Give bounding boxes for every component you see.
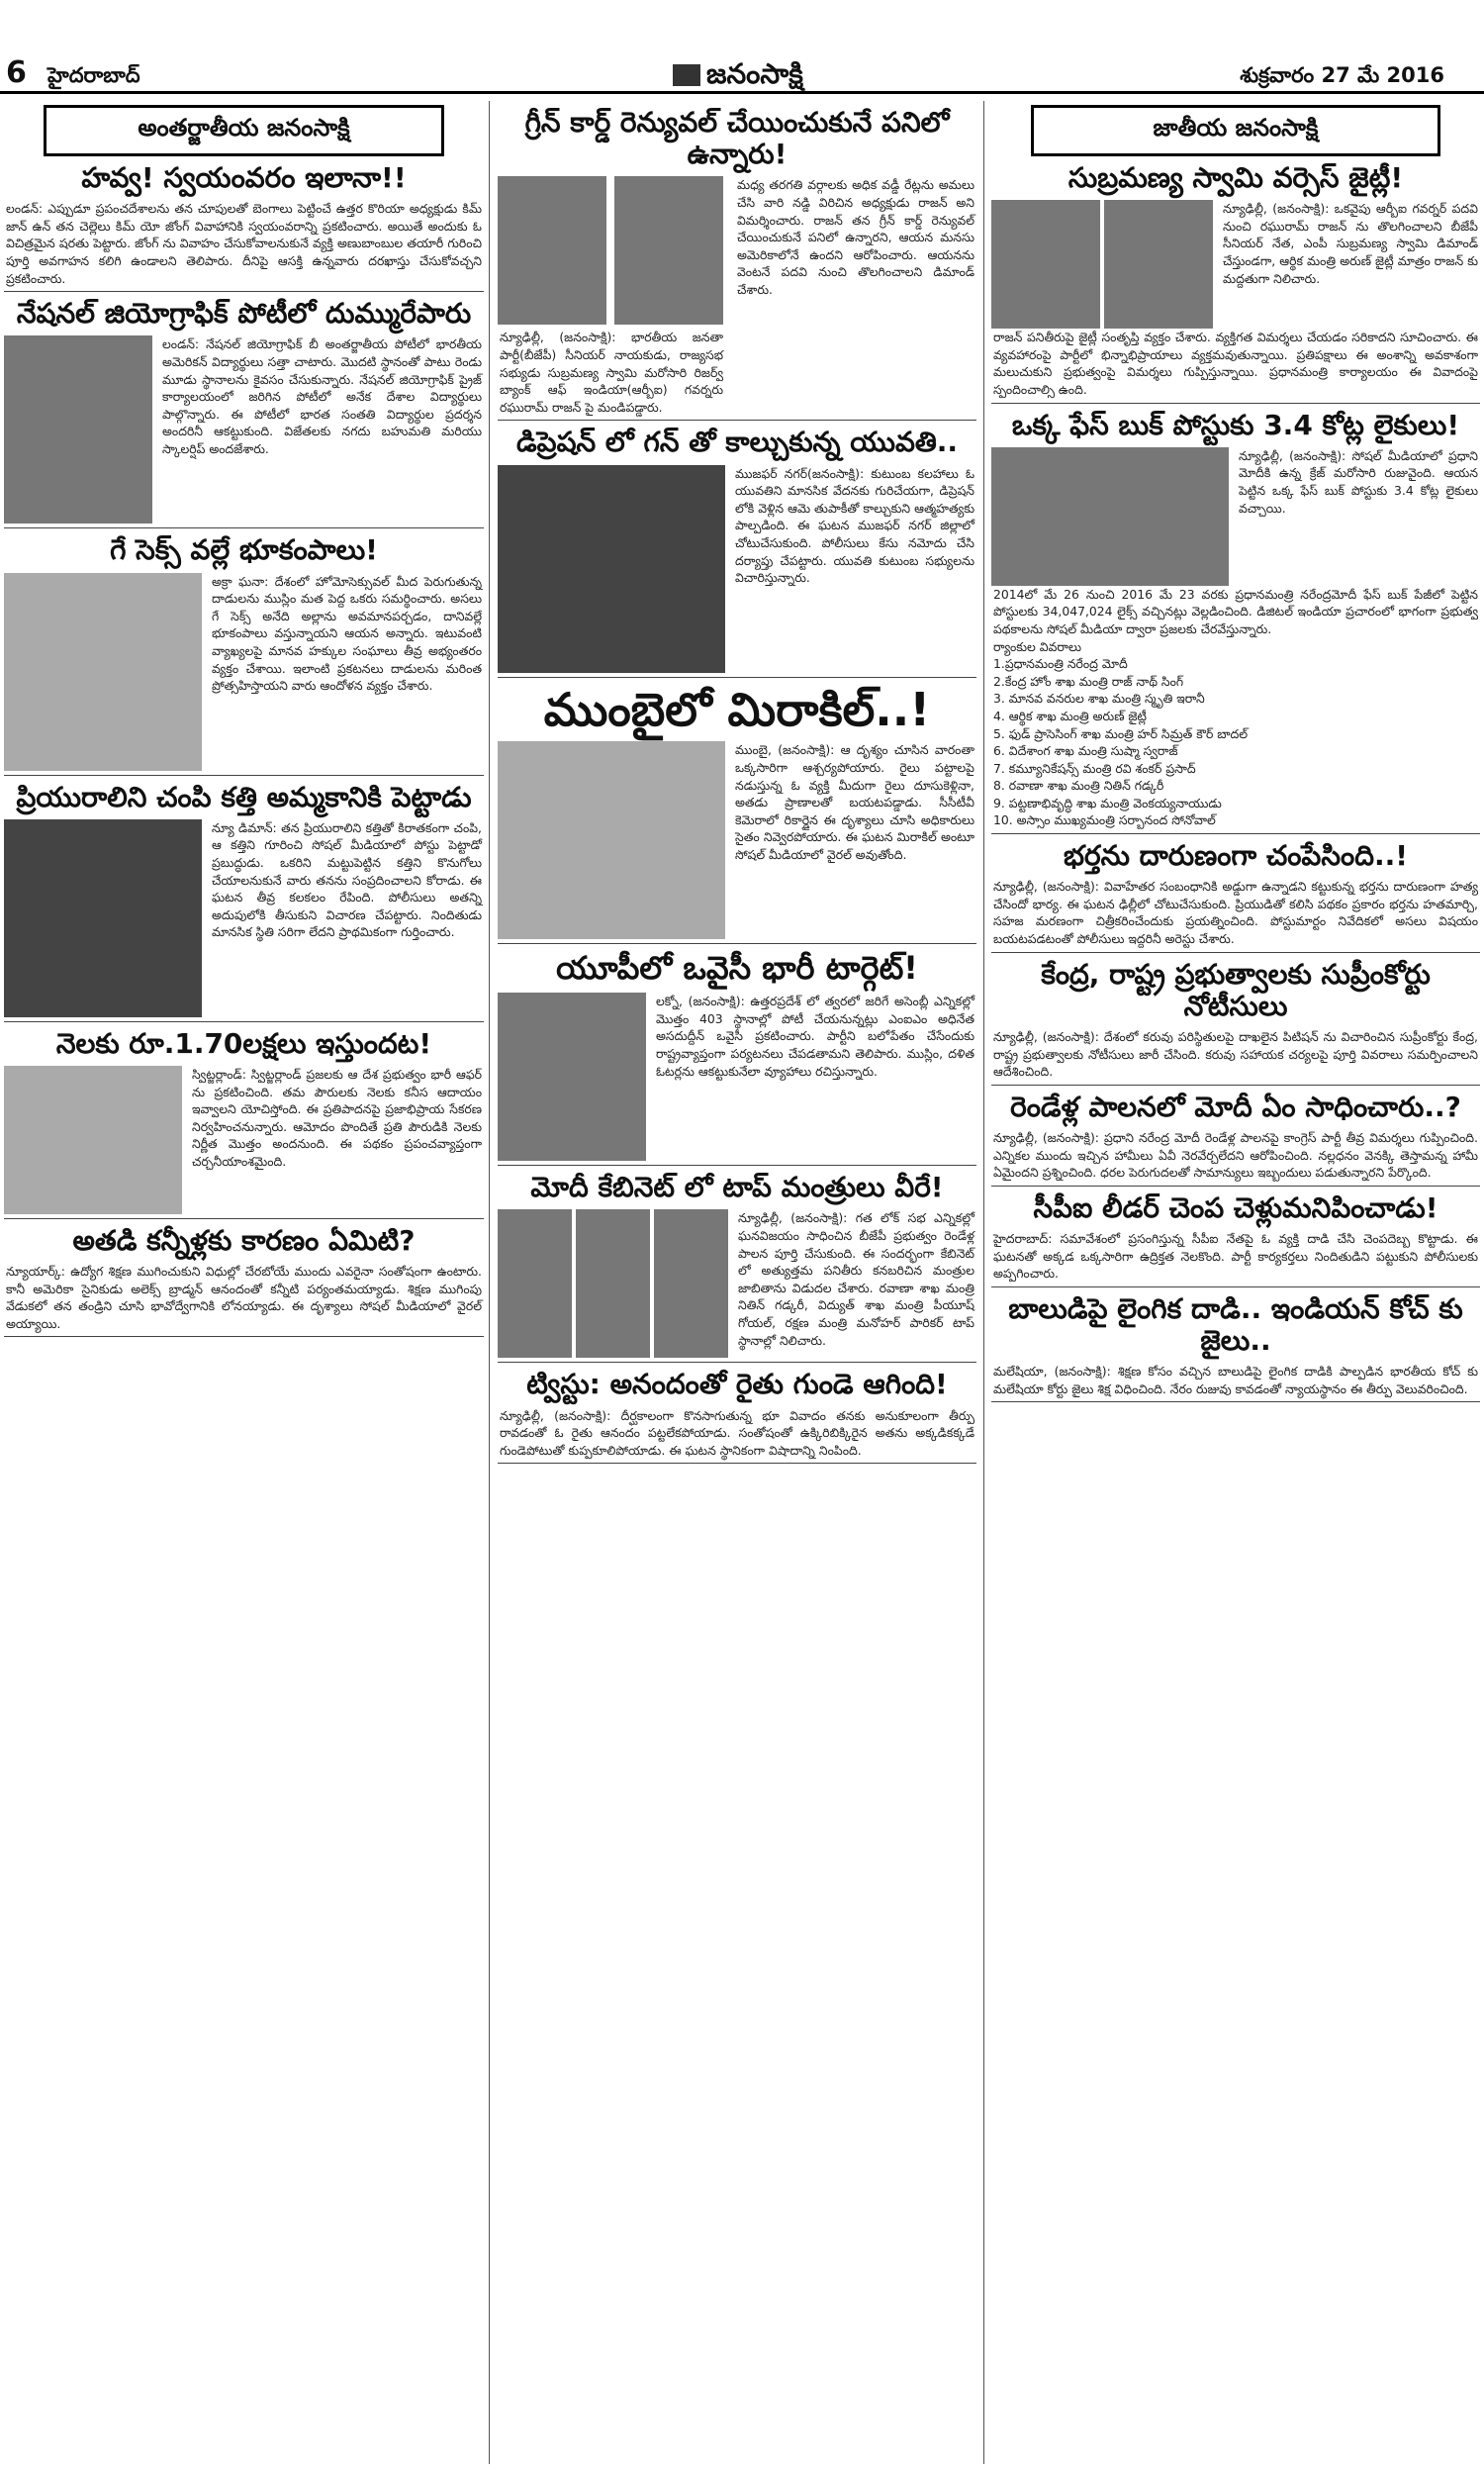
ranking-item: 5. ఫుడ్ ప్రాసెసింగ్ శాఖ మంత్రి హర్ సిమ్రత్ కౌర్ బాదల్ <box>993 725 1249 741</box>
article-modi-cabinet <box>498 1172 976 1363</box>
article-headline: మోదీ కేబినెట్ లో టాప్ మంత్రులు వీరే! <box>530 1171 944 1204</box>
ranking-item: 10. అస్సాం ముఖ్యమంత్రి సర్బానంద సోనోవాల్ <box>993 812 1216 828</box>
column-international <box>4 101 484 2466</box>
article-body: న్యూఢిల్లీ, (జనంసాక్షి): వివాహేతర సంబంధానికి అడ్డుగా ఉన్నాడని కట్టుకున్న భర్తను దారుణంగా హత్య చేసిందో భార్య. ఈ ఘటన ఢిల్లీలో చోటుచేసుకుంది. ప్రియుడితో కలిసి పథకం ప్రకారం భర్తను హతమార్చి, సహజ మరణంగా చిత్రీకరించేందుకు ప్రయత్నించింది. పోస్టుమార్టం నివేదికలో అసలు విషయం బయటపడటంతో పోలీసులు ఇద్దరినీ అరెస్టు చేశారు. <box>993 879 1478 947</box>
section-national-title: జాతీయ జనంసాక్షి <box>1031 105 1440 156</box>
article-headline: నెలకు రూ.1.70లక్షలు ఇస్తుందట! <box>55 1026 432 1060</box>
article-photo <box>498 741 725 939</box>
article-headline: అతడి కన్నీళ్లకు కారణం ఏమిటి? <box>72 1223 416 1257</box>
article-depression <box>498 427 976 677</box>
article-body: మధ్య తరగతి వర్గాలకు అధిక వడ్డీ రేట్లను అమలు చేసి వారి నడ్డి విరిచిన అధ్యక్షుడు రాజన్ అని విమర్శించారు. రాజన్ తన గ్రీన్ కార్డ్ రెన్యువల్ చేయించుకునే పనిలో ఉన్నారని, ఆయన మనసు అమెరికాలోనే ఉందని ఆరోపించారు. ఆయనను వెంటనే పదవి నుంచి తొలగించాలని డిమాండ్ చేశారు. <box>737 177 974 297</box>
article-headline: భర్తను దారుణంగా చంపేసింది..! <box>1063 839 1409 873</box>
article-headline: ట్విస్టు: అనందంతో రైతు గుండె ఆగింది! <box>526 1368 948 1401</box>
ranking-item: 1.ప్రధానమంత్రి నరేంద్ర మోదీ <box>993 656 1128 672</box>
article-photo <box>498 465 725 673</box>
article-photo <box>991 200 1100 329</box>
article-owaisi <box>498 950 976 1166</box>
column-divider <box>983 101 984 2464</box>
article-headline: సుబ్రమణ్య స్వామి వర్సెస్ జైట్లీ! <box>1067 161 1404 194</box>
article-cpi-leader <box>991 1192 1480 1287</box>
column-middle <box>498 101 976 2466</box>
article-photo <box>1104 200 1213 329</box>
ranking-title: ర్యాంకుల వివరాలు <box>993 638 1082 654</box>
article-body: మలేషియా, (జనంసాక్షి): శిక్షణ కోసం వచ్చిన బాలుడిపై లైంగిక దాడికి పాల్పడిన భారతీయ కోచ్ కు మలేషియా కోర్టు జైలు శిక్ష విధించింది. నేరం రుజువు కావడంతో న్యాయస్థానం ఈ తీర్పు వెలువరించింది. <box>993 1364 1478 1396</box>
brand-name: జనంసాక్షి <box>706 57 803 90</box>
article-body: లక్నో, (జనంసాక్షి): ఉత్తరప్రదేశ్ లో త్వరలో జరిగే అసెంబ్లీ ఎన్నికల్లో మొత్తం 403 స్థానాల్లో పోటీ చేయనున్నట్లు ఎంఐఎం అధినేత అసదుద్దీన్ ఒవైసీ ప్రకటించారు. పార్టీని బలోపేతం చేసేందుకు రాష్ట్రవ్యాప్తంగా పర్యటనలు చేపడతామని తెలిపారు. ముస్లిం, దళిత ఓటర్లను ఆకట్టుకునేలా వ్యూహాలు రచిస్తున్నారు. <box>656 994 974 1079</box>
article-headline: యూపీలో ఒవైసీ భారీ టార్గెట్! <box>556 949 918 988</box>
article-knife <box>4 782 484 1022</box>
article-headline: బాలుడిపై లైంగిక దాడి.. ఇండియన్ కోచ్ కు జైలు.. <box>1008 1291 1463 1357</box>
article-body: స్విట్జర్లాండ్: స్విట్జర్లాండ్ ప్రజలకు ఆ దేశ ప్రభుత్వం భారీ ఆఫర్ ను ప్రకటించింది. తమ పౌరులకు నెలకు కనీస ఆదాయం ఇవ్వాలని యోచిస్తోంది. ఈ ప్రతిపాదనపై ప్రజాభిప్రాయ సేకరణ నిర్వహించనున్నారు. ఆమోదం పొందితే ప్రతి పౌరుడికి నెలకు నిర్ణీత మొత్తం అందనుంది. ఈ పథకం ప్రపంచవ్యాప్తంగా చర్చనీయాంశమైంది. <box>192 1066 482 1169</box>
article-body: న్యూఢిల్లీ, (జనంసాక్షి): గత లోక్ సభ ఎన్నికల్లో ఘనవిజయం సాధించిన బీజేపీ ప్రభుత్వం రెండేళ్ల పాలన పూర్తి చేసుకుంది. ఈ సందర్భంగా కేబినెట్ లో అత్యుత్తమ పనితీరు కనబరిచిన మంత్రుల జాబితాను విడుదల చేశారు. రవాణా శాఖ మంత్రి నితిన్ గడ్కరీ, విద్యుత్ శాఖ మంత్రి పీయూష్ గోయల్, రక్షణ మంత్రి మనోహర్ పారికర్ టాప్ స్థానాల్లో నిలిచారు. <box>738 1210 974 1348</box>
section-international-title: అంతర్జాతీయ జనంసాక్షి <box>44 105 444 156</box>
article-headline: గే సెక్స్ వల్లే భూకంపాలు! <box>110 533 378 567</box>
article-soldier-tears <box>4 1225 484 1338</box>
article-headline: ప్రియురాలిని చంపి కత్తి అమ్మకానికి పెట్టాడు <box>16 780 472 813</box>
ranking-item: 6. విదేశాంగ శాఖ మంత్రి సుష్మా స్వరాజ్ <box>993 743 1178 759</box>
masthead-rule <box>0 91 1484 94</box>
article-photo <box>4 335 152 523</box>
column-national <box>991 101 1480 2466</box>
article-body: న్యూఢిల్లీ, (జనంసాక్షి): భారతీయ జనతా పార్టీ(బీజేపీ) సీనియర్ నాయకుడు, రాజ్యసభ సభ్యుడు సుబ్రమణ్య స్వామి మరోసారి రిజర్వ్ బ్యాంక్ ఆఫ్ ఇండియా(ఆర్బీఐ) గవర్నరు రఘురామ్ రాజన్ పై మండిపడ్డారు. <box>500 330 723 415</box>
article-body: న్యూఢిల్లీ, (జనంసాక్షి): దేశంలో కరువు పరిస్థితులపై దాఖలైన పిటిషన్ ను విచారించిన సుప్రీంకోర్టు కేంద్ర, రాష్ట్ర ప్రభుత్వాలకు నోటీసులు జారీ చేసింది. కరువు సహాయక చర్యలపై పూర్తి వివరాలు సమర్పించాలని ఆదేశించింది. <box>993 1029 1478 1080</box>
ranking-item: 7. కమ్యూనికేషన్స్ మంత్రి రవి శంకర్ ప్రసాద్ <box>993 760 1196 776</box>
article-green-card <box>498 107 976 421</box>
article-farmer <box>498 1369 976 1464</box>
article-photo <box>498 993 646 1161</box>
article-photo <box>4 573 202 771</box>
brand-logo-icon <box>673 64 700 86</box>
ranking-item: 9. పట్టణాభివృద్ధి శాఖ మంత్రి వెంకయ్యనాయుడు <box>993 795 1222 810</box>
article-body: ముంబై, (జనంసాక్షి): ఆ దృశ్యం చూసిన వారంతా ఒక్కసారిగా ఆశ్చర్యపోయారు. రైలు పట్టాలపై నడుస్తున్న ఓ వ్యక్తి మీదుగా రైలు దూసుకెళ్లినా, అతడు ప్రాణాలతో బయటపడ్డాడు. సీసీటీవీ కెమెరాలో రికార్డైన ఈ దృశ్యాలు చూసి అధికారులు సైతం నివ్వెరపోయారు. ఈ ఘటన మిరాకిల్ అంటూ సోషల్ మీడియాలో వైరల్ అవుతోంది. <box>735 742 974 862</box>
article-photo <box>4 1066 182 1214</box>
masthead <box>0 0 1484 93</box>
article-body: హైదరాబాద్: సమావేశంలో ప్రసంగిస్తున్న సీపీఐ నేతపై ఓ వ్యక్తి దాడి చేసి చెంపదెబ్బ కొట్టాడు. ఈ ఘటనతో అక్కడ ఒక్కసారిగా ఉద్రిక్తత నెలకొంది. పార్టీ కార్యకర్తలు నిందితుడిని పట్టుకుని పోలీసులకు అప్పగించారు. <box>993 1230 1478 1282</box>
article-body: న్యూఢిల్లీ, (జనంసాక్షి): దీర్ఘకాలంగా కొనసాగుతున్న భూ వివాదం తనకు అనుకూలంగా తీర్పు రావడంతో ఓ రైతు ఆనందం పట్టలేకపోయాడు. సంతోషంతో ఉక్కిరిబిక్కిరైన అతను అక్కడికక్కడే గుండెపోటుతో కుప్పకూలిపోయాడు. ఈ ఘటన స్థానికంగా విషాదాన్ని నింపింది. <box>500 1407 974 1458</box>
article-body: న్యూఢిల్లీ, (జనంసాక్షి): ఒకవైపు ఆర్బీఐ గవర్నర్ పదవి నుంచి రఘురామ్ రాజన్ ను తొలగించాలని బీజేపీ సీనియర్ నేత, ఎంపీ సుబ్రమణ్య స్వామి డిమాండ్ చేస్తుండగా, ఆర్థిక మంత్రి అరుణ్ జైట్లీ మాత్రం రాజన్ కు మద్దతుగా నిలిచారు. <box>1223 201 1478 286</box>
ranking-item: 3. మానవ వనరుల శాఖ మంత్రి స్మృతి ఇరానీ <box>993 691 1205 707</box>
article-body: లండన్: ఎప్పుడూ ప్రపంచదేశాలను తన చూపులతో బెంగాలు పెట్టించే ఉత్తర కొరియా అధ్యక్షుడు కిమ్ జాన్ ఉన్ తన చెల్లెలు కిమ్ యో జోంగ్ వివాహానికి స్వయంవరాన్ని ప్రకటించారు. అయితే అందుకు ఓ విచిత్రమైన షరతు పెట్టారు. జోంగ్ ను వివాహం చేసుకోవాలనుకునే వ్యక్తి అణుబాంబుల తయారీ గురించి పూర్తి అవగాహన కలిగి ఉండాలని తెలిపారు. దీనిపై ఆసక్తి ఉన్నవారు దరఖాస్తు చేసుకోవచ్చని ప్రకటించారు. <box>6 201 482 286</box>
article-husband-murder <box>991 840 1480 953</box>
article-body: న్యూఢిల్లీ, (జనంసాక్షి): సోషల్ మీడియాలో ప్రధాని మోదీకి ఉన్న క్రేజ్ మరోసారి రుజువైంది. ఆయన పెట్టిన ఒక్క ఫేస్ బుక్ పోస్టుకు 3.4 కోట్ల లైకులు వచ్చాయి. <box>1239 447 1478 516</box>
article-swayamvaram <box>4 162 484 292</box>
article-photo <box>4 819 202 1017</box>
article-body: న్యూయార్క్: ఉద్యోగ శిక్షణ ముగించుకుని విధుల్లో చేరబోయే ముందు ఎవరైనా సంతోషంగా ఉంటారు. కానీ అమెరికా సైనికుడు అలెక్స్ బ్రాడ్మన్ ఆనందంతో కన్నీటి పర్యంతమయ్యాడు. శిక్షణ ముగింపు వేడుకలో తన తండ్రిని చూసి భావోద్వేగానికి లోనయ్యాడు. ఈ దృశ్యాలు సోషల్ మీడియాలో వైరల్ అయ్యాయి. <box>6 1264 482 1331</box>
article-body: 2014లో మే 26 నుంచి 2016 మే 23 వరకు ప్రధానమంత్రి నరేంద్రమోదీ ఫేస్ బుక్ పేజీలో పెట్టిన పోస్టులకు 34,047,024 లైక్స్ వచ్చినట్లు వెల్లడించింది. డిజిటల్ ఇండియా ప్రచారంలో భాగంగా ప్రభుత్వ పథకాలను సోషల్ మీడియా ద్వారా ప్రజలకు చేరవేస్తున్నారు. <box>993 586 1478 636</box>
article-headline: రెండేళ్ల పాలనలో మోదీ ఏం సాధించారు..? <box>1010 1090 1461 1123</box>
ranking-item: 4. ఆర్థిక శాఖ మంత్రి అరుణ్ జైట్లీ <box>993 708 1147 723</box>
article-headline: డిప్రెషన్ లో గన్ తో కాల్చుకున్న యువతి.. <box>515 426 959 459</box>
article-photo <box>498 1209 572 1358</box>
article-body: రాజన్ పనితీరుపై జైట్లీ సంతృప్తి వ్యక్తం చేశారు. వ్యక్తిగత విమర్శలు చేయడం సరికాదని సూచించారు. ఈ వ్యవహారంపై పార్టీలో భిన్నాభిప్రాయాలు వ్యక్తమవుతున్నాయి. ప్రతిపక్షాలు ఈ అంశాన్ని అవకాశంగా మలుచుకుని ప్రభుత్వంపై విమర్శలు గుప్పిస్తున్నాయి. ప్రధానమంత్రి కార్యాలయం ఈ వివాదంపై స్పందించాల్సి ఉంది. <box>993 330 1478 397</box>
article-headline: సీపీఐ లీడర్ చెంప చెళ్లుమనిపించాడు! <box>1033 1190 1438 1224</box>
article-headline: కేంద్ర, రాష్ట్ర ప్రభుత్వాలకు సుప్రీంకోర్టు నోటీసులు <box>1041 957 1431 1022</box>
article-swamy-jaitley <box>991 162 1480 404</box>
article-body: న్యూఢిల్లీ, (జనంసాక్షి): ప్రధాని నరేంద్ర మోదీ రెండేళ్ల పాలనపై కాంగ్రెస్ పార్టీ తీవ్ర విమర్శలు గుప్పించింది. ఎన్నికల ముందు ఇచ్చిన హామీలు ఏవీ నెరవేర్చలేదని ఆరోపించింది. నల్లధనం వెనక్కి తెస్తామన్న హామీ ఏమైందని ప్రశ్నించింది. ధరల పెరుగుదలతో సామాన్యులు ఇబ్బందులు పడుతున్నారని పేర్కొంది. <box>993 1129 1478 1181</box>
article-modi-two-years <box>991 1092 1480 1187</box>
edition-city: హైదరాబాద్ <box>47 63 140 87</box>
article-body: అక్రా ఘనా: దేశంలో హోమోసెక్సువల్ మీద పెరుగుతున్న దాడులను ముస్లిం మత పెద్ద ఒకరు సమర్థించారు. అసలు గే సెక్స్ అనేది అల్లాను అవమానపర్చడం, దానివల్లే భూకంపాలు వస్తున్నాయని ఆయన అన్నారు. ఇటువంటి వ్యాఖ్యలపై మానవ హక్కుల సంఘాలు తీవ్ర అభ్యంతరం వ్యక్తం చేశాయి. ఇలాంటి ప్రకటనలు దాడులను మరింత ప్రోత్సహిస్తాయని వారు ఆందోళన వ్యక్తం చేశారు. <box>212 573 482 694</box>
article-geographic <box>4 298 484 528</box>
article-headline: గ్రీన్ కార్డ్ రెన్యువల్ చేయించుకునే పనిలో ఉన్నారు! <box>524 106 950 171</box>
article-photo <box>654 1209 728 1358</box>
article-body: ముజఫర్ నగర్(జనంసాక్షి): కుటుంబ కలహాలు ఓ యువతిని మానసిక వేదనకు గురిచేయగా, డిప్రెషన్ లోకి వెళ్లిన ఆమె తుపాకీతో కాల్చుకుని ఆత్మహత్యకు పాల్పడింది. ఈ ఘటన ముజఫర్ నగర్ జిల్లాలో చోటుచేసుకుంది. పోలీసులు కేసు నమోదు చేసి దర్యాప్తు చేపట్టారు. యువతి కుటుంబ సభ్యులను విచారిస్తున్నారు. <box>735 465 974 586</box>
article-mumbai-miracle <box>498 684 976 945</box>
issue-date: శుక్రవారం 27 మే 2016 <box>1240 63 1444 87</box>
article-supreme-court <box>991 959 1480 1086</box>
article-photo <box>576 1209 650 1358</box>
page-number: 6 <box>6 55 27 90</box>
article-headline: ముంబైలో మిరాకిల్..! <box>543 682 931 736</box>
ranking-item: 2.కేంద్ర హోం శాఖ మంత్రి రాజ్ నాథ్ సింగ్ <box>993 673 1184 689</box>
article-earthquake <box>4 534 484 775</box>
article-swiss-income <box>4 1028 484 1219</box>
ranking-item: 8. రవాణా శాఖ మంత్రి నితిన్ గడ్కరీ <box>993 778 1164 794</box>
article-body: లండన్: నేషనల్ జియోగ్రాఫిక్ బీ అంతర్జాతీయ పోటీలో భారతీయ అమెరికన్ విద్యార్థులు సత్తా చాటారు. మొదటి స్థానంతో పాటు రెండు మూడు స్థానాలను కైవసం చేసుకున్నారు. నేషనల్ జియోగ్రాఫిక్ ప్రైజ్ కార్యాలయంలో జరిగిన పోటీలో అనేక దేశాల విద్యార్థులు పాల్గొన్నారు. ఈ పోటీలో భారత సంతతి విద్యార్థుల ప్రదర్శన అందరినీ ఆకట్టుకుంది. విజేతలకు నగదు బహుమతి మరియు స్కాలర్షిప్ అందజేశారు. <box>162 336 482 456</box>
article-headline: హవ్వ! స్వయంవరం ఇలానా!! <box>81 161 407 194</box>
article-body: న్యూ డిమాన్: తన ప్రియురాలిని కత్తితో కిరాతకంగా చంపి, ఆ కత్తిని గూరించి సోషల్ మీడియాలో పోస్టు పెట్టాడో ప్రబుద్ధుడు. ఒకరిని మట్టుపెట్టిన కత్తిని కొనుగోలు చేయాలనుకునే వారు తనను సంప్రదించాలని కోరాడు. ఈ ఘటన తీవ్ర కలకలం రేపింది. పోలీసులు అతన్ని అదుపులోకి తీసుకుని విచారణ చేపట్టారు. నిందితుడు మానసిక స్థితి సరిగా లేదని ప్రాథమికంగా గుర్తించారు. <box>212 819 482 940</box>
article-facebook-likes <box>991 410 1480 835</box>
ranking-list <box>991 655 1480 829</box>
column-divider <box>489 101 490 2464</box>
article-coach-jail <box>991 1293 1480 1403</box>
article-headline: ఒక్క ఫేస్ బుక్ పోస్టుకు 3.4 కోట్ల లైకులు! <box>1011 408 1460 441</box>
article-photo <box>498 176 606 325</box>
article-photo <box>991 447 1229 586</box>
article-photo <box>614 176 723 325</box>
article-headline: నేషనల్ జియోగ్రాఫిక్ పోటీలో దుమ్మురేపారు <box>16 297 472 331</box>
